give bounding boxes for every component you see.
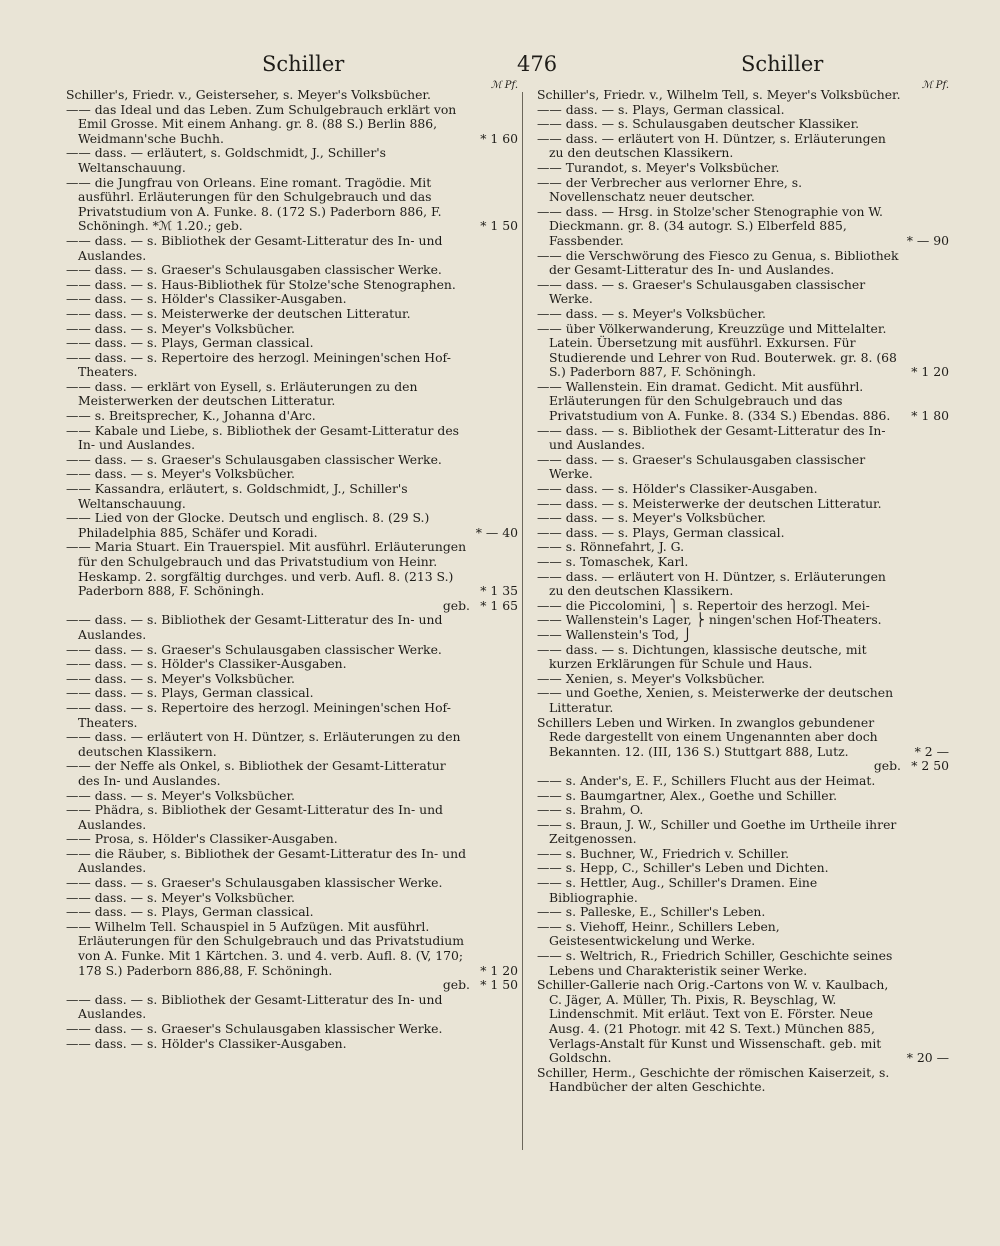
- entry-text: —— dass. — s. Plays, German classical.: [537, 101, 785, 117]
- catalog-entry: [537, 613, 949, 628]
- catalog-entry: [66, 351, 518, 380]
- entry-text: —— dass. — s. Plays, German classical.: [66, 335, 314, 351]
- catalog-entry: [66, 891, 518, 906]
- catalog-entry: [537, 482, 949, 497]
- catalog-entry: [66, 88, 518, 103]
- catalog-entry: [537, 132, 949, 161]
- left-column: [66, 80, 518, 1051]
- entry-text: —— dass. — s. Meisterwerke der deutschen Litteratur.: [66, 305, 411, 321]
- catalog-entry: [537, 905, 949, 920]
- entry-price: * 2 50: [911, 758, 949, 774]
- entry-price: * 1 80: [911, 408, 949, 424]
- entry-text: —— dass. — s. Meyer's Volksbücher.: [66, 670, 295, 686]
- entry-text: —— Wallenstein's Tod, ⎭: [537, 626, 693, 642]
- catalog-entry: [537, 176, 949, 205]
- right-column: [537, 80, 949, 1095]
- entry-text: geb.: [873, 758, 901, 774]
- entry-text: —— dass. — s. Meyer's Volksbücher.: [537, 510, 766, 526]
- catalog-entry: [537, 278, 949, 307]
- entry-text: —— s. Palleske, E., Schiller's Leben.: [537, 904, 766, 920]
- entry-text: —— s. Breitsprecher, K., Johanna d'Arc.: [66, 408, 316, 424]
- catalog-entry: [537, 1066, 949, 1095]
- entry-text: —— und Goethe, Xenien, s. Meisterwerke der deutschen Litteratur.: [537, 685, 894, 715]
- entry-text: —— s. Ander's, E. F., Schillers Flucht aus der Heimat.: [537, 772, 876, 788]
- currency-label-left: ℳ Pf.: [490, 80, 518, 91]
- entry-text: —— der Verbrecher aus verlorner Ehre, s. Novellenschatz neuer deutscher.: [537, 174, 803, 205]
- entry-text: —— dass. — s. Dichtungen, klassische deutsche, mit kurzen Erklärungen für Schule und Haus.: [537, 641, 867, 672]
- entry-text: —— dass. — erläutert von H. Düntzer, s. Erläuterungen zu den deutschen Klassikern.: [537, 568, 886, 599]
- running-head-left: Schiller: [262, 52, 345, 76]
- catalog-entry: [537, 497, 949, 512]
- catalog-entry: [66, 482, 518, 511]
- entry-text: —— dass. — s. Plays, German classical.: [537, 524, 785, 540]
- entry-text: —— s. Braun, J. W., Schiller und Goethe im Urtheile ihrer Zeitgenossen.: [537, 816, 897, 847]
- entry-text: —— die Verschwörung des Fiesco zu Genua, s. Bibliothek der Gesamt-Litteratur des In- und Auslandes.: [537, 247, 899, 278]
- entry-text: —— s. Weltrich, R., Friedrich Schiller, Geschichte seines Lebens und Charakteristik seiner Werke.: [537, 948, 893, 978]
- entry-text: —— die Piccolomini, ⎫ s. Repertoir des herzogl. Mei-: [537, 597, 870, 613]
- catalog-entry: [537, 161, 949, 176]
- catalog-entry: [537, 511, 949, 526]
- entry-text: —— dass. — erläutert, s. Goldschmidt, J., Schiller's Weltanschauung.: [66, 145, 387, 175]
- entry-text: Schiller-Gallerie nach Orig.-Cartons von W. v. Kaulbach, C. Jäger, A. Müller, Th. Pixis, R. Beyschlag, W. Lindenschmit. Mit erläut. Text von E. Förster. Neue Ausg. 4. (21 Photogr. mit 42 S. Text.) München 885, Verlags-Anstalt für Kunst und Wissenschaft. geb. mit Goldschn.: [537, 977, 889, 1066]
- catalog-entry: [66, 803, 518, 832]
- entry-text: —— dass. — s. Bibliothek der Gesamt-Litteratur des In- und Auslandes.: [66, 232, 443, 263]
- catalog-entry: [66, 672, 518, 687]
- catalog-entry: [66, 234, 518, 263]
- catalog-entry: [66, 336, 518, 351]
- entry-text: —— s. Tomaschek, Karl.: [537, 554, 689, 569]
- catalog-entry: [537, 628, 949, 643]
- entry-price: * — 90: [906, 232, 949, 248]
- catalog-entry: [66, 686, 518, 701]
- entry-text: —— die Räuber, s. Bibliothek der Gesamt-Litteratur des In- und Auslandes.: [66, 845, 467, 876]
- entry-price: * 20 —: [906, 1050, 949, 1066]
- catalog-entry: [66, 905, 518, 920]
- entry-text: geb.: [442, 977, 470, 993]
- entry-price: * 2 —: [914, 743, 949, 759]
- catalog-entry: [66, 322, 518, 337]
- entry-text: —— dass. — s. Graeser's Schulausgaben klassischer Werke.: [66, 875, 443, 891]
- entry-text: —— s. Baumgartner, Alex., Goethe und Schiller.: [537, 787, 838, 803]
- catalog-entry: [66, 307, 518, 322]
- catalog-entry: [66, 847, 518, 876]
- catalog-entry: [66, 1022, 518, 1037]
- entry-text: —— Prosa, s. Hölder's Classiker-Ausgaben.: [66, 831, 338, 847]
- catalog-entry: [66, 599, 518, 614]
- entry-text: —— Phädra, s. Bibliothek der Gesamt-Litteratur des In- und Auslandes.: [66, 802, 443, 832]
- entry-text: —— s. Brahm, O.: [537, 802, 644, 818]
- entry-text: —— dass. — s. Bibliothek der Gesamt-Litteratur des In- und Auslandes.: [537, 422, 886, 453]
- entry-text: Schiller, Herm., Geschichte der römischen Kaiserzeit, s. Handbücher der alten Geschichte.: [537, 1064, 890, 1095]
- page-number: 476: [517, 52, 558, 76]
- entry-text: —— Wallenstein's Lager, ⎬ ningen'schen Hof-Theaters.: [537, 612, 882, 628]
- entry-price: * 1 65: [480, 597, 518, 613]
- entry-text: —— dass. — s. Plays, German classical.: [66, 685, 314, 701]
- catalog-entry: [66, 176, 518, 234]
- catalog-entry: [66, 424, 518, 453]
- entry-text: —— dass. — erläutert von H. Düntzer, s. Erläuterungen zu den deutschen Klassikern.: [66, 729, 461, 759]
- entry-text: —— dass. — s. Meyer's Volksbücher.: [66, 466, 295, 482]
- catalog-entry: [537, 949, 949, 978]
- currency-label-right: ℳ Pf.: [921, 80, 949, 91]
- entry-text: —— dass. — s. Hölder's Classiker-Ausgaben.: [66, 656, 347, 672]
- entry-price: * 1 60: [480, 130, 518, 146]
- catalog-entry: [537, 249, 949, 278]
- entry-text: Schillers Leben und Wirken. In zwanglos gebundener Rede dargestellt von einem Ungenannten aber doch Bekannten. 12. (III, 136 S.) Stuttgart 888, Lutz.: [537, 714, 878, 759]
- catalog-entry: [537, 424, 949, 453]
- catalog-entry: [66, 657, 518, 672]
- entry-text: —— dass. — s. Hölder's Classiker-Ausgaben.: [66, 1035, 347, 1051]
- catalog-entry: [66, 613, 518, 642]
- entry-text: —— dass. — s. Repertoire des herzogl. Meiningen'schen Hof-Theaters.: [66, 699, 451, 730]
- catalog-entry: [537, 920, 949, 949]
- entry-text: —— Lied von der Glocke. Deutsch und englisch. 8. (29 S.) Philadelphia 885, Schäfer und Koradi.: [66, 510, 430, 540]
- entry-text: —— dass. — Hrsg. in Stolze'scher Stenographie von W. Dieckmann. gr. 8. (34 autogr. S.) Elberfeld 885, Fassbender.: [537, 203, 883, 248]
- catalog-entry: [66, 789, 518, 804]
- catalog-entry: [537, 540, 949, 555]
- entry-text: —— s. Viehoff, Heinr., Schillers Leben, Geistesentwickelung und Werke.: [537, 918, 780, 949]
- catalog-entry: [66, 467, 518, 482]
- entry-text: —— dass. — s. Haus-Bibliothek für Stolze'sche Stenographen.: [66, 276, 456, 292]
- entry-text: —— über Völkerwanderung, Kreuzzüge und Mittelalter. Latein. Übersetzung mit ausführl. Exkursen. Für Studierende und Lehrer von Rud. Bouterwek. gr. 8. (68 S.) Paderborn 887, F. Schöningh.: [537, 320, 897, 380]
- entry-text: —— dass. — s. Graeser's Schulausgaben klassischer Werke.: [66, 1021, 443, 1036]
- entry-text: —— das Ideal und das Leben. Zum Schulgebrauch erklärt von Emil Grosse. Mit einem Anhang. gr. 8. (88 S.) Berlin 886, Weidmann'sche Buchh.: [66, 101, 457, 146]
- entry-text: —— dass. — s. Graeser's Schulausgaben classischer Werke.: [66, 262, 442, 278]
- catalog-entry: [66, 409, 518, 424]
- entry-text: —— dass. — s. Meyer's Volksbücher.: [66, 320, 295, 336]
- entry-text: —— dass. — s. Meyer's Volksbücher.: [66, 787, 295, 803]
- catalog-entry: [537, 88, 949, 103]
- catalog-entry: [537, 526, 949, 541]
- catalog-entry: [66, 1037, 518, 1052]
- running-head-right: Schiller: [741, 52, 824, 76]
- catalog-entry: [537, 307, 949, 322]
- entry-text: —— die Jungfrau von Orleans. Eine romant. Tragödie. Mit ausführl. Erläuterungen für den Schulgebrauch und das Privatstudium von A. Funke. 8. (172 S.) Paderborn 886, F. Schöningh. *ℳ 1.20.; geb.: [66, 174, 442, 234]
- catalog-entry: [66, 876, 518, 891]
- catalog-entry: [537, 117, 949, 132]
- entry-text: —— Xenien, s. Meyer's Volksbücher.: [537, 670, 765, 686]
- entry-text: —— s. Hepp, C., Schiller's Leben und Dichten.: [537, 860, 829, 876]
- catalog-entry: [537, 599, 949, 614]
- catalog-entry: [537, 672, 949, 687]
- catalog-entry: [537, 759, 949, 774]
- catalog-entry: [66, 920, 518, 978]
- entry-text: —— dass. — s. Bibliothek der Gesamt-Litteratur des In- und Auslandes.: [66, 612, 443, 642]
- entry-text: —— dass. — s. Meyer's Volksbücher.: [537, 305, 766, 321]
- entry-text: Schiller's, Friedr. v., Geisterseher, s. Meyer's Volksbücher.: [66, 87, 431, 102]
- entry-text: —— Kabale und Liebe, s. Bibliothek der Gesamt-Litteratur des In- und Auslandes.: [66, 422, 460, 453]
- entry-text: —— s. Hettler, Aug., Schiller's Dramen. Eine Bibliographie.: [537, 875, 818, 905]
- entry-price: * 1 50: [480, 218, 518, 234]
- catalog-entry: [66, 511, 518, 540]
- catalog-entry: [66, 978, 518, 993]
- entry-text: —— dass. — s. Bibliothek der Gesamt-Litteratur des In- und Auslandes.: [66, 991, 443, 1022]
- column-divider: [522, 92, 523, 1150]
- entry-text: —— s. Buchner, W., Friedrich v. Schiller.: [537, 845, 790, 861]
- catalog-entry: [537, 716, 949, 760]
- catalog-entry: [537, 205, 949, 249]
- catalog-entry: [66, 540, 518, 598]
- catalog-entry: [537, 643, 949, 672]
- entry-text: —— dass. — erläutert von H. Düntzer, s. Erläuterungen zu den deutschen Klassikern.: [537, 130, 886, 161]
- entry-text: —— dass. — s. Graeser's Schulausgaben classischer Werke.: [66, 451, 442, 467]
- catalog-entry: [537, 555, 949, 570]
- entry-text: —— s. Rönnefahrt, J. G.: [537, 539, 685, 555]
- catalog-entry: [537, 453, 949, 482]
- catalog-entry: [66, 993, 518, 1022]
- entry-text: —— dass. — s. Graeser's Schulausgaben classischer Werke.: [66, 641, 442, 657]
- entry-text: —— dass. — s. Schulausgaben deutscher Klassiker.: [537, 116, 860, 132]
- catalog-entry: [66, 832, 518, 847]
- catalog-entry: [537, 847, 949, 862]
- catalog-entry: [537, 803, 949, 818]
- entry-text: —— Turandot, s. Meyer's Volksbücher.: [537, 159, 780, 175]
- catalog-entry: [66, 759, 518, 788]
- entry-text: geb.: [442, 597, 470, 613]
- entry-price: * 1 20: [911, 364, 949, 380]
- catalog-entry: [537, 686, 949, 715]
- catalog-entry: [66, 380, 518, 409]
- entry-text: —— dass. — s. Hölder's Classiker-Ausgaben.: [537, 481, 818, 497]
- entry-text: —— dass. — s. Meyer's Volksbücher.: [66, 889, 295, 905]
- catalog-entry: [66, 453, 518, 468]
- entry-text: —— dass. — s. Hölder's Classiker-Ausgaben.: [66, 291, 347, 307]
- entry-text: —— Kassandra, erläutert, s. Goldschmidt, J., Schiller's Weltanschauung.: [66, 481, 408, 511]
- catalog-entry: [537, 570, 949, 599]
- entry-text: —— dass. — s. Graeser's Schulausgaben classischer Werke.: [537, 451, 866, 482]
- catalog-entry: [66, 263, 518, 278]
- entry-text: —— dass. — s. Plays, German classical.: [66, 904, 314, 920]
- catalog-entry: [66, 146, 518, 175]
- catalog-entry: [66, 730, 518, 759]
- catalog-entry: [66, 103, 518, 147]
- catalog-entry: [66, 292, 518, 307]
- entry-text: —— dass. — s. Meisterwerke der deutschen Litteratur.: [537, 495, 882, 511]
- entry-text: —— Wilhelm Tell. Schauspiel in 5 Aufzügen. Mit ausführl. Erläuterungen für den Schulgebrauch und das Privatstudium von A. Funke. Mit 1 Kärtchen. 3. und 4. verb. Aufl. 8. (V, 170; 178 S.) Paderborn 886,88, F. Schöningh.: [66, 918, 464, 978]
- entry-text: Schiller's, Friedr. v., Wilhelm Tell, s. Meyer's Volksbücher.: [537, 87, 901, 102]
- catalog-entry: [537, 774, 949, 789]
- entry-price: * 1 35: [480, 583, 518, 599]
- catalog-entry: [66, 278, 518, 293]
- catalog-entry: [537, 818, 949, 847]
- catalog-entry: [537, 380, 949, 424]
- entry-text: —— Maria Stuart. Ein Trauerspiel. Mit ausführl. Erläuterungen für den Schulgebrauch und das Privatstudium von Heinr. Heskamp. 2. sorgfältig durchges. und verb. Aufl. 8. (213 S.) Paderborn 888, F. Schöningh.: [66, 539, 467, 599]
- entry-text: —— Wallenstein. Ein dramat. Gedicht. Mit ausführl. Erläuterungen für den Schulgebrauch und das Privatstudium von A. Funke. 8. (334 S.) Ebendas. 886.: [537, 378, 891, 424]
- catalog-entry: [537, 861, 949, 876]
- entry-text: —— der Neffe als Onkel, s. Bibliothek der Gesamt-Litteratur des In- und Auslandes.: [66, 758, 446, 788]
- catalog-entry: [537, 978, 949, 1066]
- entry-text: —— dass. — s. Repertoire des herzogl. Meiningen'schen Hof-Theaters.: [66, 349, 451, 380]
- catalog-entry: [537, 876, 949, 905]
- entry-price: * — 40: [475, 524, 518, 540]
- entry-text: —— dass. — s. Graeser's Schulausgaben classischer Werke.: [537, 276, 866, 307]
- catalog-entry: [537, 322, 949, 380]
- catalog-entry: [66, 643, 518, 658]
- entry-text: —— dass. — erklärt von Eysell, s. Erläuterungen zu den Meisterwerken der deutschen Litteratur.: [66, 378, 418, 409]
- entry-price: * 1 20: [480, 962, 518, 978]
- catalog-entry: [537, 789, 949, 804]
- entry-price: * 1 50: [480, 977, 518, 993]
- catalog-entry: [66, 701, 518, 730]
- catalog-entry: [537, 103, 949, 118]
